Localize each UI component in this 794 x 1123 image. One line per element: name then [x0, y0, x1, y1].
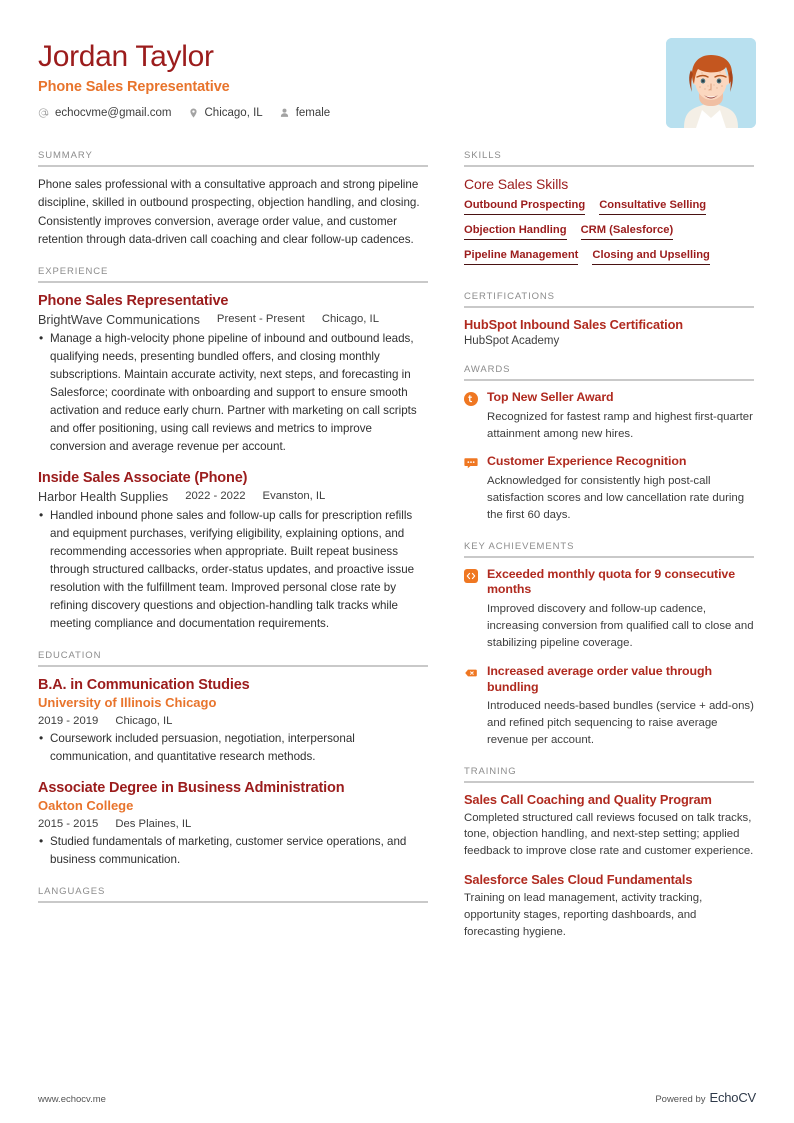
experience-company: Harbor Health Supplies [38, 490, 169, 505]
education-school: Oakton College [38, 798, 134, 814]
footer-powered-by-label: Powered by [655, 1094, 706, 1105]
education-location: Chicago, IL [115, 715, 173, 728]
experience-meta [38, 490, 428, 504]
training-item [464, 872, 754, 940]
section-label-awards: AWARDS [464, 364, 511, 375]
section-label-summary: SUMMARY [38, 150, 93, 161]
skills-list [464, 199, 754, 274]
page-footer [38, 1090, 756, 1105]
code-brackets-icon [464, 569, 478, 583]
section-label-skills: SKILLS [464, 150, 502, 161]
section-summary [38, 150, 428, 249]
contact-email [38, 107, 172, 119]
training-description: Training on lead management, activity tracking, opportunity stages, reporting dashboards, and forecasting hygiene. [464, 891, 703, 938]
header-text-block [38, 38, 330, 119]
education-entry [38, 676, 428, 766]
education-location: Des Plaines, IL [115, 818, 192, 831]
award-item [464, 454, 754, 523]
email-icon [38, 107, 49, 119]
contact-row [38, 107, 330, 119]
footer-brand-name: EchoCV [709, 1090, 756, 1105]
summary-text: Phone sales professional with a consultative approach and strong pipeline discipline, skilled in outbound prospecting, objection handling, and closing. Consistently improves conversion, average order value, and customer retention through data-driven call coaching and clear follow-up cadences. [38, 178, 420, 246]
education-bullets [38, 833, 428, 869]
certification-item [464, 317, 754, 347]
section-education [38, 650, 428, 869]
experience-entry [38, 292, 428, 456]
award-title: Customer Experience Recognition [487, 454, 687, 469]
section-languages [38, 886, 428, 905]
skills-group-title: Core Sales Skills [464, 176, 569, 192]
award-item [464, 390, 754, 442]
certification-name: HubSpot Inbound Sales Certification [464, 317, 684, 332]
bullet-item: • Manage a high-velocity phone pipeline of inbound and outbound leads, qualifying needs, presenting bundled offers, and closing monthly subscriptions. Maintain accurate activity, next steps, and forecasting in Salesforce; coordinate with onboarding and support to ensure smooth activation and reduce early churn. Partner with marketing on call scripts and offer positioning, using call reviews and metrics to improve conversion and average revenue per account. [38, 330, 428, 456]
education-dates: 2019 - 2019 [38, 715, 99, 728]
contact-gender-value: female [295, 106, 331, 119]
footer-url: www.echocv.me [38, 1094, 106, 1105]
left-column [38, 150, 428, 922]
footer-branding [655, 1090, 756, 1105]
experience-location: Chicago, IL [321, 313, 379, 326]
section-awards [464, 364, 754, 524]
bullet-item: • Handled inbound phone sales and follow-up calls for prescription refills and equipment purchases, verifying eligibility, explaining options, and recommending accessories when appropriate. Built repeat business through structured callbacks, order-status updates, and proactive issue resolution with the fulfillment team. Improved personal close rate by refining discovery questions and objection-handling talk tracks while meeting compliance and documentation requirements. [38, 507, 428, 633]
education-bullets [38, 730, 428, 766]
candidate-job-title: Phone Sales Representative [38, 78, 230, 95]
achievement-description: Introduced needs-based bundles (service + add-ons) and refined pitch sequencing to raise average revenue per account. [487, 700, 754, 746]
experience-meta [38, 313, 428, 327]
achievement-heading-row [464, 567, 754, 599]
experience-title: Phone Sales Representative [38, 293, 229, 310]
skill-item: Outbound Prospecting [464, 199, 585, 215]
candidate-name: Jordan Taylor [38, 40, 214, 73]
achievement-item [464, 664, 754, 749]
achievement-heading-row [464, 664, 754, 696]
section-label-experience: EXPERIENCE [38, 266, 109, 278]
achievement-title: Increased average order value through bundling [487, 663, 712, 694]
right-column [464, 150, 754, 957]
experience-company: BrightWave Communications [38, 313, 200, 328]
education-entry [38, 779, 428, 869]
skill-item: CRM (Salesforce) [581, 224, 674, 240]
person-icon [279, 107, 290, 119]
section-label-training: TRAINING [464, 765, 517, 777]
contact-location-value: Chicago, IL [204, 106, 263, 119]
training-item [464, 792, 754, 860]
achievement-description: Improved discovery and follow-up cadence, increasing conversion from qualified call to close and stabilizing pipeline coverage. [487, 603, 754, 649]
education-degree: B.A. in Communication Studies [38, 677, 250, 694]
award-description: Recognized for fastest ramp and highest first-quarter attainment among new hires. [487, 410, 753, 440]
award-description: Acknowledged for consistently high post-call satisfaction scores and low cancellation rate during the first 60 days. [487, 475, 745, 521]
experience-dates: Present - Present [216, 313, 305, 326]
location-pin-icon [188, 107, 199, 119]
speech-bubble-icon [464, 456, 478, 470]
training-title: Sales Call Coaching and Quality Program [464, 791, 712, 807]
certification-issuer: HubSpot Academy [464, 335, 560, 347]
skill-item: Consultative Selling [599, 199, 706, 215]
profile-photo [666, 38, 756, 128]
bullet-item: • Studied fundamentals of marketing, customer service operations, and business communication. [38, 833, 428, 869]
contact-gender [279, 107, 331, 119]
section-label-education: EDUCATION [38, 650, 102, 662]
languages-empty-body [38, 903, 428, 905]
section-label-key-achievements: KEY ACHIEVEMENTS [464, 540, 575, 552]
skill-item: Pipeline Management [464, 249, 578, 265]
experience-bullets [38, 507, 428, 633]
education-degree: Associate Degree in Business Administration [38, 780, 345, 797]
achievement-title: Exceeded monthly quota for 9 consecutive months [487, 566, 736, 597]
experience-entry [38, 469, 428, 633]
section-certifications [464, 291, 754, 347]
achievement-item [464, 567, 754, 652]
section-training [464, 766, 754, 941]
skill-item: Closing and Upselling [592, 249, 709, 265]
experience-bullets [38, 330, 428, 456]
coin-badge-icon [464, 392, 478, 406]
bullet-item: • Coursework included persuasion, negotiation, interpersonal communication, and quantitative research methods. [38, 730, 428, 766]
award-title: Top New Seller Award [487, 390, 614, 404]
section-label-certifications: CERTIFICATIONS [464, 291, 555, 302]
contact-email-value: echocvme@gmail.com [55, 106, 172, 119]
experience-dates: 2022 - 2022 [185, 490, 246, 503]
education-dates: 2015 - 2015 [38, 818, 99, 831]
resume-columns [38, 150, 756, 957]
section-key-achievements [464, 541, 754, 749]
training-description: Completed structured call reviews focused on talk tracks, tone, objection handling, and next-step setting; applied feedback to improve close rate and customer experience. [464, 811, 754, 858]
education-school: University of Illinois Chicago [38, 695, 217, 711]
training-title: Salesforce Sales Cloud Fundamentals [464, 871, 693, 887]
education-meta [38, 818, 428, 830]
contact-location [188, 107, 263, 119]
experience-location: Evanston, IL [262, 490, 326, 503]
education-meta [38, 715, 428, 727]
section-experience [38, 266, 428, 633]
price-tag-icon [464, 666, 478, 680]
section-skills [464, 150, 754, 274]
section-label-languages: LANGUAGES [38, 885, 106, 897]
experience-title: Inside Sales Associate (Phone) [38, 470, 248, 487]
skill-item: Objection Handling [464, 224, 567, 240]
resume-header [38, 38, 756, 128]
